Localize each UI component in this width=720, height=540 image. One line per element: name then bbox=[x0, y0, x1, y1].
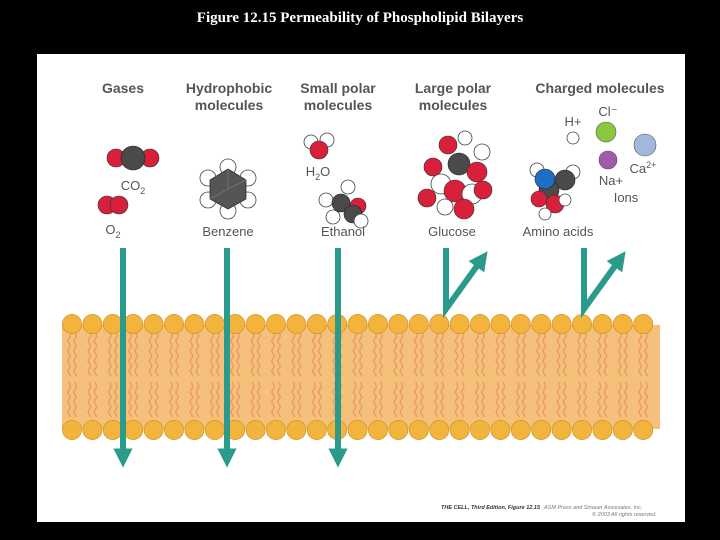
ca-ion-label: $Ca^{2+}$ bbox=[629, 160, 657, 176]
benzene-label: Benzene bbox=[202, 224, 254, 239]
lipid-head bbox=[164, 314, 183, 333]
lipid-head bbox=[634, 314, 653, 333]
cl-ion-label: Cl⁻ bbox=[598, 104, 618, 119]
figure-panel bbox=[37, 54, 685, 522]
lipid-head bbox=[144, 314, 163, 333]
lipid-head bbox=[389, 314, 408, 333]
lipid-head bbox=[83, 314, 102, 333]
benzene-molecule bbox=[200, 159, 256, 219]
lipid-head bbox=[205, 314, 224, 333]
lipid-head bbox=[409, 314, 428, 333]
header-small-polar bbox=[300, 80, 376, 113]
lipid-head bbox=[144, 420, 163, 439]
lipid-head bbox=[491, 420, 510, 439]
credit-line1: THE CELL, Third Edition, Figure 12.15 ASM Press and Sinauer Associates, Inc. bbox=[441, 505, 643, 511]
co2-label: $CO_2$ bbox=[120, 178, 146, 196]
lipid-head bbox=[205, 420, 224, 439]
lipid-head bbox=[470, 314, 489, 333]
lipid-head bbox=[532, 314, 551, 333]
lipid-head bbox=[348, 420, 367, 439]
lipid-head bbox=[572, 314, 591, 333]
lipid-head bbox=[246, 314, 265, 333]
lipid-head bbox=[368, 314, 387, 333]
na-ion-label: Na+ bbox=[598, 173, 624, 188]
glucose-molecule bbox=[418, 131, 492, 219]
lipid-head bbox=[613, 314, 632, 333]
lipid-head bbox=[246, 420, 265, 439]
header-hydrophobic bbox=[186, 80, 273, 113]
lipid-head bbox=[124, 314, 143, 333]
lipid-head bbox=[532, 420, 551, 439]
ions-label: Ions bbox=[613, 190, 639, 205]
glucose-label: Glucose bbox=[428, 224, 476, 239]
lipid-head bbox=[511, 420, 530, 439]
ca-ion bbox=[634, 134, 656, 156]
lipid-head bbox=[634, 420, 653, 439]
ethanol-label: Ethanol bbox=[320, 224, 366, 239]
lipid-head bbox=[552, 314, 571, 333]
lipid-head bbox=[450, 314, 469, 333]
bilayer-core bbox=[62, 325, 660, 429]
lipid-head bbox=[348, 314, 367, 333]
lipid-head bbox=[287, 314, 306, 333]
h-ion bbox=[567, 132, 579, 144]
lipid-head bbox=[62, 420, 81, 439]
credit-text bbox=[441, 505, 657, 518]
lipid-head bbox=[185, 314, 204, 333]
header-large-polar bbox=[415, 80, 492, 113]
lipid-head bbox=[266, 420, 285, 439]
lipid-head bbox=[124, 420, 143, 439]
cl-ion bbox=[596, 122, 616, 142]
lipid-head bbox=[103, 314, 122, 333]
lipid-head bbox=[511, 314, 530, 333]
lipid-head bbox=[62, 314, 81, 333]
lipid-head bbox=[450, 420, 469, 439]
lipid-head bbox=[470, 420, 489, 439]
header-large-polar-line1: Large polar bbox=[414, 80, 492, 96]
lipid-head bbox=[613, 420, 632, 439]
header-charged bbox=[535, 80, 664, 96]
water-label: $H_2O$ bbox=[305, 164, 331, 182]
water-molecule bbox=[304, 133, 334, 159]
header-small-polar-line2: molecules bbox=[303, 97, 373, 113]
header-gases bbox=[102, 80, 144, 96]
lipid-head bbox=[593, 420, 612, 439]
lipid-head bbox=[103, 420, 122, 439]
lipid-head bbox=[287, 420, 306, 439]
h-ion-label: H+ bbox=[564, 114, 582, 129]
header-large-polar-line2: molecules bbox=[418, 97, 488, 113]
lipid-head bbox=[307, 314, 326, 333]
ethanol-molecule bbox=[319, 180, 368, 228]
lipid-head bbox=[266, 314, 285, 333]
lipid-head bbox=[572, 420, 591, 439]
lipid-head bbox=[593, 314, 612, 333]
lipid-head bbox=[430, 314, 449, 333]
header-charged-line1: Charged molecules bbox=[535, 80, 665, 96]
amino-acids-label: Amino acids bbox=[522, 224, 594, 239]
lipid-head bbox=[430, 420, 449, 439]
header-hydrophobic-line1: Hydrophobic bbox=[185, 80, 273, 96]
na-ion bbox=[599, 151, 617, 169]
lipid-head bbox=[307, 420, 326, 439]
amino-acid-molecule bbox=[530, 163, 580, 220]
permeability-diagram bbox=[37, 54, 685, 522]
header-gases-line1: Gases bbox=[101, 80, 145, 96]
header-small-polar-line1: Small polar bbox=[300, 80, 376, 96]
arrow-large-polar-bounce bbox=[446, 248, 482, 309]
lipid-head bbox=[164, 420, 183, 439]
phospholipid-bilayer bbox=[62, 314, 660, 439]
arrow-charged-bounce bbox=[584, 248, 620, 309]
lipid-head bbox=[552, 420, 571, 439]
slide-title: Figure 12.15 Permeability of Phospholipid Bilayers bbox=[196, 10, 524, 26]
o2-molecule bbox=[98, 196, 128, 214]
lipid-head bbox=[185, 420, 204, 439]
lipid-head bbox=[389, 420, 408, 439]
lipid-head bbox=[491, 314, 510, 333]
header-hydrophobic-line2: molecules bbox=[194, 97, 264, 113]
o2-label: $O_2$ bbox=[105, 222, 121, 240]
credit-line2: © 2003 All rights reserved. bbox=[592, 512, 657, 518]
lipid-head bbox=[83, 420, 102, 439]
lipid-head bbox=[409, 420, 428, 439]
lipid-head bbox=[368, 420, 387, 439]
co2-molecule bbox=[107, 146, 159, 170]
